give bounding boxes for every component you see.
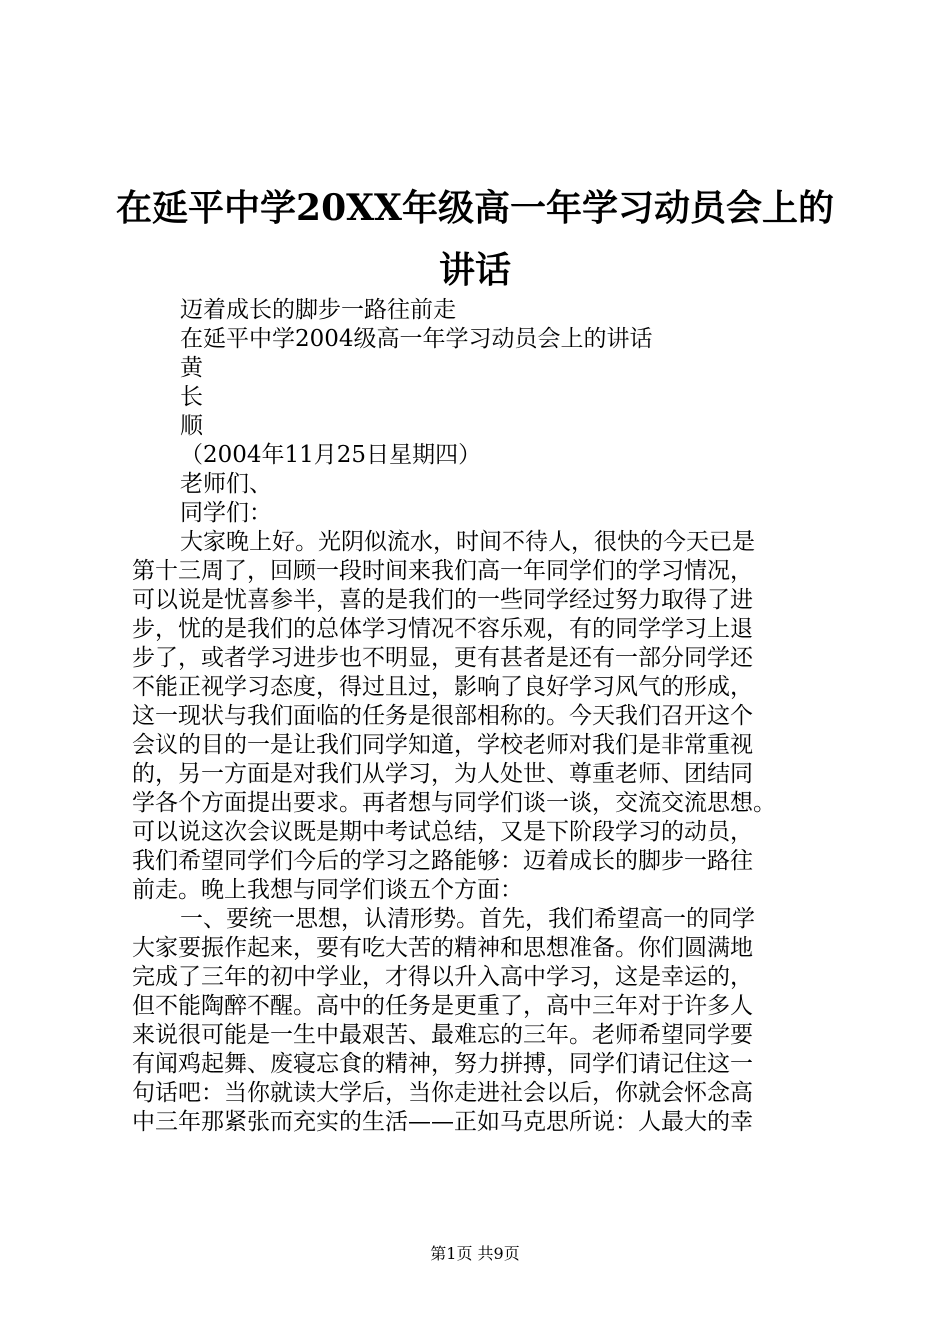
body-line: 长 [180, 384, 203, 410]
body-line: 不能正视学习态度，得过且过，影响了良好学习风气的形成， [132, 674, 753, 700]
page-footer: 第1页 共9页 [430, 1244, 520, 1263]
body-line: 但不能陶醉不醒。高中的任务是更重了，高中三年对于许多人 [132, 993, 753, 1019]
body-line: 第十三周了，回顾一段时间来我们高一年同学们的学习情况， [132, 558, 753, 584]
body-line: 老师们、 [180, 471, 272, 497]
body-line: 一、要统一思想，认清形势。首先，我们希望高一的同学 [180, 906, 755, 932]
body-line: 的，另一方面是对我们从学习，为人处世、尊重老师、团结同 [132, 761, 753, 787]
body-line: 这一现状与我们面临的任务是很部相称的。今天我们召开这个 [132, 703, 753, 729]
body-line: 步，忧的是我们的总体学习情况不容乐观，有的同学学习上退 [132, 616, 753, 642]
body-line: 前走。晚上我想与同学们谈五个方面： [132, 877, 523, 903]
body-line: 学各个方面提出要求。再者想与同学们谈一谈，交流交流思想。 [132, 790, 776, 816]
body-line: 中三年那紧张而充实的生活——正如马克思所说：人最大的幸 [132, 1109, 753, 1135]
body-line: 句话吧：当你就读大学后，当你走进社会以后，你就会怀念高 [132, 1080, 753, 1106]
document-title-line2: 讲话 [438, 249, 511, 291]
body-line: 大家要振作起来，要有吃大苦的精神和思想准备。你们圆满地 [132, 935, 753, 961]
body-line: 黄 [180, 355, 203, 381]
body-line: 顺 [180, 413, 203, 439]
body-line: 完成了三年的初中学业，才得以升入高中学习，这是幸运的， [132, 964, 753, 990]
body-line: 迈着成长的脚步一路往前走 [180, 297, 456, 323]
body-line: 步了，或者学习进步也不明显，更有甚者是还有一部分同学还 [132, 645, 753, 671]
body-line: 同学们： [180, 500, 272, 526]
body-line: （2004年11月25日星期四） [180, 442, 482, 468]
body-line: 我们希望同学们今后的学习之路能够：迈着成长的脚步一路往 [132, 848, 753, 874]
body-line: 有闻鸡起舞、废寝忘食的精神，努力拼搏，同学们请记住这一 [132, 1051, 753, 1077]
body-line: 会议的目的一是让我们同学知道，学校老师对我们是非常重视 [132, 732, 753, 758]
document-title-line1: 在延平中学20XX年级高一年学习动员会上的 [116, 187, 834, 229]
body-line: 来说很可能是一生中最艰苦、最难忘的三年。老师希望同学要 [132, 1022, 753, 1048]
body-line: 可以说这次会议既是期中考试总结，又是下阶段学习的动员， [132, 819, 753, 845]
body-line: 大家晚上好。光阴似流水，时间不待人，很快的今天已是 [180, 529, 755, 555]
body-line: 在延平中学2004级高一年学习动员会上的讲话 [180, 326, 653, 352]
body-line: 可以说是忧喜参半，喜的是我们的一些同学经过努力取得了进 [132, 587, 753, 613]
document-body [132, 296, 832, 1137]
